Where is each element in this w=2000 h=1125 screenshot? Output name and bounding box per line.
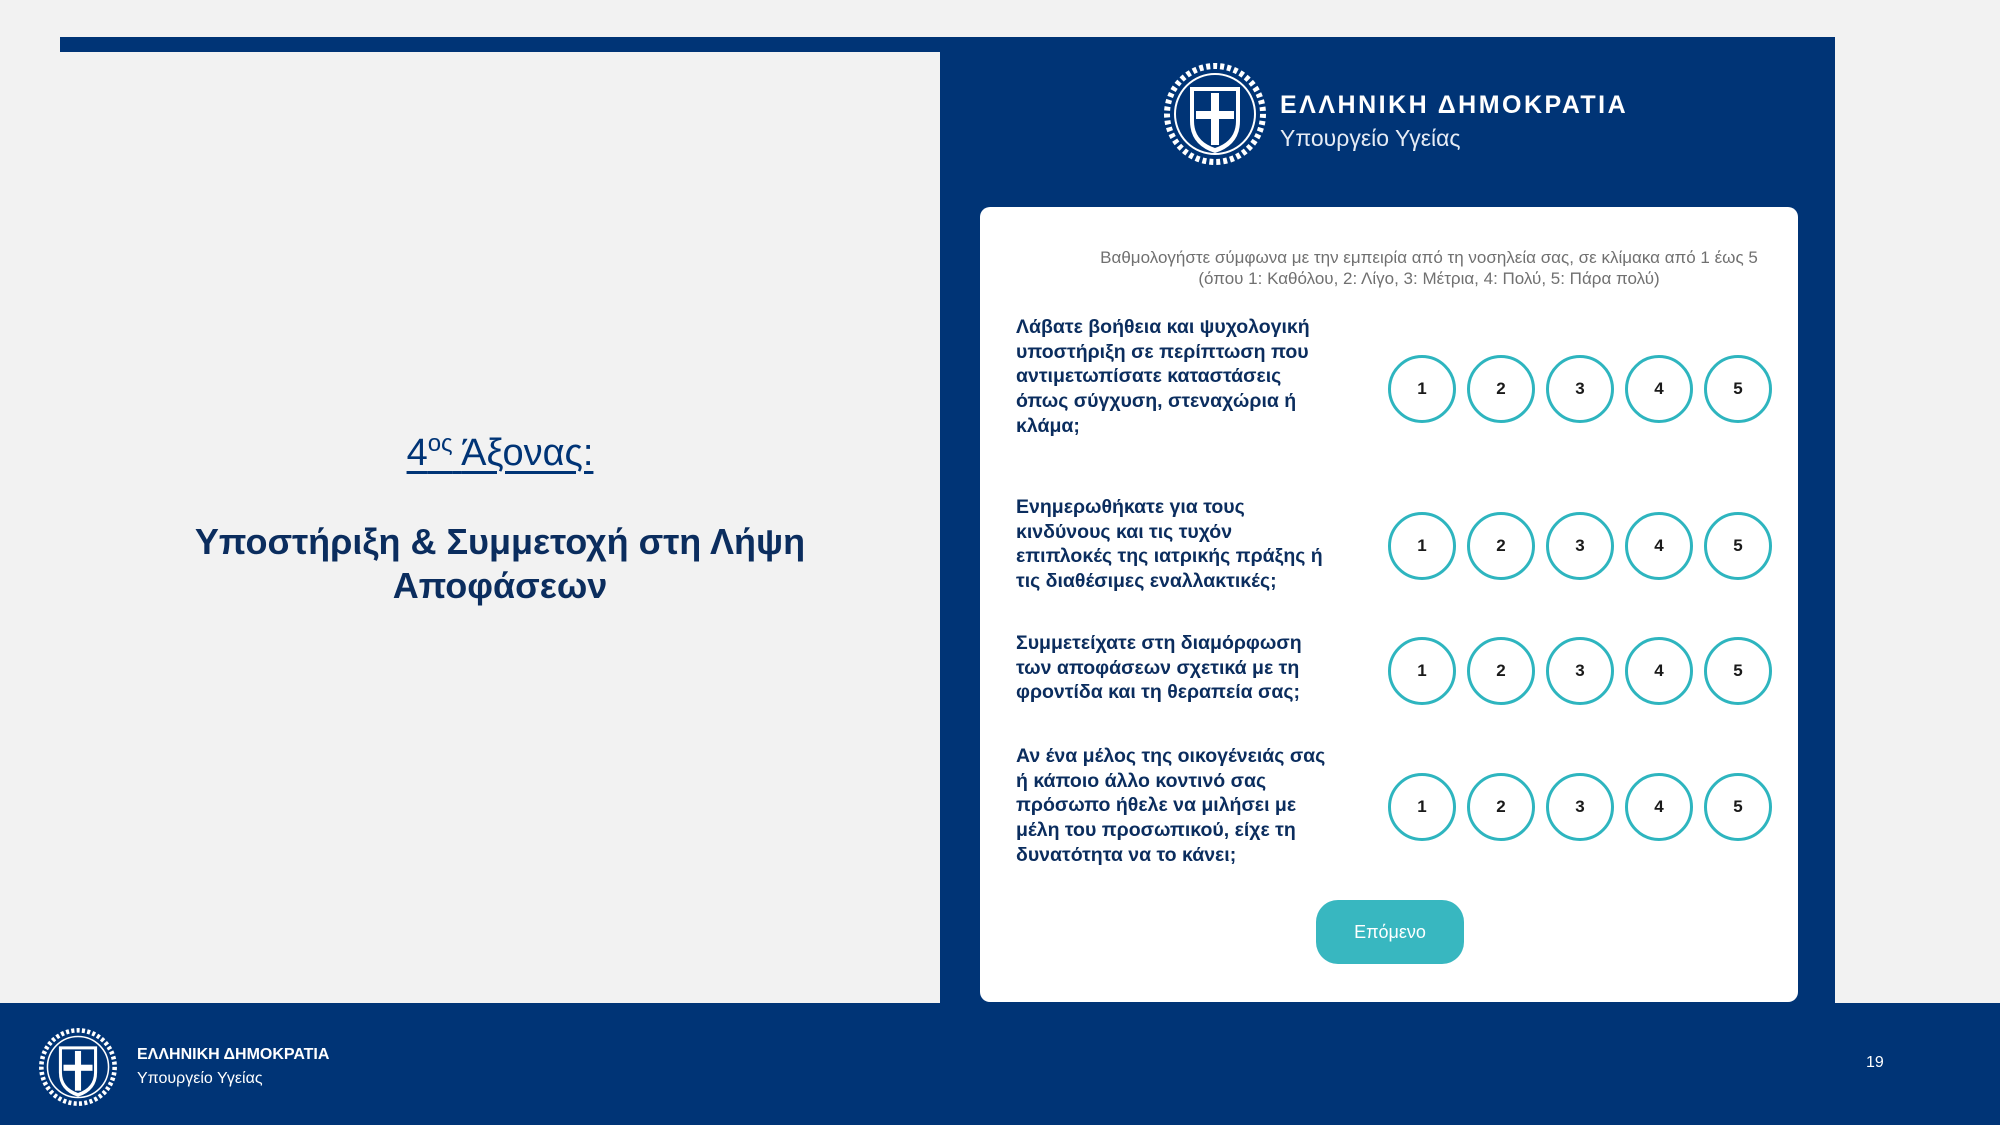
question-3-option-3[interactable]: 3 <box>1546 637 1614 705</box>
instructions-line-1: Βαθμολογήστε σύμφωνα με την εμπειρία από τη νοσηλεία σας, σε κλίμακα από 1 έως 5 <box>1100 248 1758 267</box>
question-3-option-2[interactable]: 2 <box>1467 637 1535 705</box>
question-2-text: Ενημερωθήκατε για τους κινδύνους και τις τυχόν επιπλοκές της ιατρικής πράξης ή τις διαθέσιμες εναλλακτικές; <box>1016 496 1323 593</box>
question-1-option-3[interactable]: 3 <box>1546 355 1614 423</box>
question-2-option-3[interactable]: 3 <box>1546 512 1614 580</box>
survey-instructions <box>980 247 1798 289</box>
page-number: 19 <box>1866 1054 1884 1071</box>
question-3-option-5[interactable]: 5 <box>1704 637 1772 705</box>
question-3-option-1[interactable]: 1 <box>1388 637 1456 705</box>
axis-heading-text <box>407 432 594 474</box>
question-4-option-2[interactable]: 2 <box>1467 773 1535 841</box>
brand-subtitle: Υπουργείο Υγείας <box>1280 125 1461 151</box>
footer-brand-name: ΕΛΛΗΝΙΚΗ ΔΗΜΟΚΡΑΤΙΑ <box>137 1046 330 1063</box>
question-1-option-2[interactable]: 2 <box>1467 355 1535 423</box>
question-4-option-1[interactable]: 1 <box>1388 773 1456 841</box>
question-3-text: Συμμετείχατε στη διαμόρφωση των αποφάσεων σχετικά με τη φροντίδα και τη θεραπεία σας; <box>1016 632 1302 704</box>
axis-label: Άξονας: <box>461 432 594 474</box>
instructions-line-2: (όπου 1: Καθόλου, 2: Λίγο, 3: Μέτρια, 4: Πολύ, 5: Πάρα πολύ) <box>1198 269 1660 288</box>
question-2-option-4[interactable]: 4 <box>1625 512 1693 580</box>
question-1-option-5[interactable]: 5 <box>1704 355 1772 423</box>
question-2-scale <box>1388 512 1772 580</box>
question-4-option-4[interactable]: 4 <box>1625 773 1693 841</box>
question-1-text: Λάβατε βοήθεια και ψυχολογική υποστήριξη σε περίπτωση που αντιμετωπίσατε καταστάσεις όπως σύγχυση, στεναχώρια ή κλάμα; <box>1016 316 1310 437</box>
question-2-option-1[interactable]: 1 <box>1388 512 1456 580</box>
question-2-option-2[interactable]: 2 <box>1467 512 1535 580</box>
brand-header <box>1160 59 1660 179</box>
question-4-option-3[interactable]: 3 <box>1546 773 1614 841</box>
question-1-option-4[interactable]: 4 <box>1625 355 1693 423</box>
axis-superscript: ος <box>427 430 453 457</box>
question-4-scale <box>1388 773 1772 841</box>
survey-card <box>980 207 1798 1002</box>
question-1-option-1[interactable]: 1 <box>1388 355 1456 423</box>
question-2-option-5[interactable]: 5 <box>1704 512 1772 580</box>
axis-title: Υποστήριξη & Συμμετοχή στη Λήψη Αποφάσεων <box>194 521 806 606</box>
axis-heading <box>60 430 940 475</box>
question-4-text: Αν ένα μέλος της οικογένειάς σας ή κάποιο άλλο κοντινό σας πρόσωπο ήθελε να μιλήσει με μέλη του προσωπικού, είχε τη δυνατότητα να το κάνει; <box>1016 745 1326 866</box>
question-3-scale <box>1388 637 1772 705</box>
axis-number: 4 <box>406 432 428 474</box>
slide-left-section <box>60 52 940 1002</box>
footer-brand-subtitle: Υπουργείο Υγείας <box>137 1070 263 1087</box>
question-3-option-4[interactable]: 4 <box>1625 637 1693 705</box>
brand-name: ΕΛΛΗΝΙΚΗ ΔΗΜΟΚΡΑΤΙΑ <box>1280 91 1629 119</box>
question-1-scale <box>1388 355 1772 423</box>
greek-coat-of-arms-icon <box>36 1025 120 1109</box>
question-4-option-5[interactable]: 5 <box>1704 773 1772 841</box>
footer-bar <box>0 1003 2000 1125</box>
next-button[interactable]: Επόμενο <box>1316 900 1464 964</box>
survey-panel <box>940 37 1835 1003</box>
greek-coat-of-arms-icon <box>1160 59 1270 169</box>
